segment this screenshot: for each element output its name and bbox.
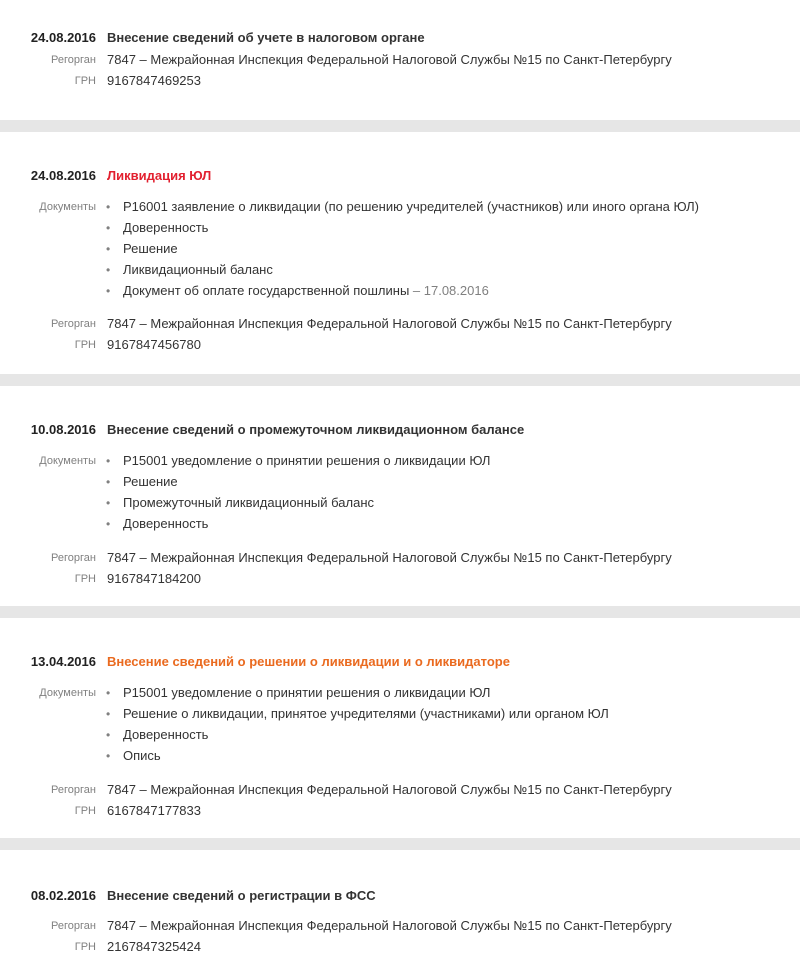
document-item: [0, 260, 800, 280]
regorgan-row: [0, 780, 800, 800]
bullet-icon: •: [106, 686, 111, 700]
grn-row: [0, 335, 800, 355]
document-item: [0, 725, 800, 745]
documents-label-text: Документы: [39, 687, 96, 699]
event-date: 24.08.2016: [30, 30, 96, 45]
document-name[interactable]: Р16001 заявление о ликвидации (по решению учредителей (участников) или иного органа ЮЛ): [123, 199, 699, 214]
document-item: [0, 704, 800, 724]
event-title[interactable]: Внесение сведений о промежуточном ликвидационном балансе: [107, 422, 525, 437]
event-header: [0, 886, 800, 906]
grn-value: 6167847177833: [107, 803, 201, 818]
event-header: [0, 420, 800, 440]
regorgan-value: 7847 – Межрайонная Инспекция Федеральной Налоговой Службы №15 по Санкт-Петербургу: [107, 782, 672, 797]
document-item: [0, 218, 800, 238]
documents-label-text: Документы: [39, 201, 96, 213]
bullet-icon: •: [106, 707, 111, 721]
documents-label-text: Документы: [39, 455, 96, 467]
document-item: [0, 683, 800, 703]
event-card: [0, 850, 800, 972]
regorgan-row: [0, 916, 800, 936]
document-name[interactable]: Промежуточный ликвидационный баланс: [123, 495, 374, 510]
grn-label: ГРН: [74, 941, 96, 953]
event-date: 13.04.2016: [30, 654, 96, 669]
grn-value: 9167847469253: [107, 73, 201, 88]
document-item: [0, 197, 800, 217]
document-item: [0, 472, 800, 492]
event-date: 10.08.2016: [30, 422, 96, 437]
grn-row: [0, 801, 800, 821]
event-date: 24.08.2016: [30, 168, 96, 183]
document-item: [0, 239, 800, 259]
grn-value: 9167847456780: [107, 337, 201, 352]
bullet-icon: •: [106, 517, 111, 531]
bullet-icon: •: [106, 284, 111, 298]
document-name[interactable]: Решение: [123, 241, 178, 256]
grn-value: 2167847325424: [107, 939, 201, 954]
document-name[interactable]: Доверенность: [123, 727, 209, 742]
regorgan-label: Регорган: [51, 318, 96, 330]
regorgan-value: 7847 – Межрайонная Инспекция Федеральной Налоговой Службы №15 по Санкт-Петербургу: [107, 316, 672, 331]
grn-label: ГРН: [74, 805, 96, 817]
grn-label: ГРН: [74, 573, 96, 585]
regorgan-row: [0, 50, 800, 70]
document-name[interactable]: Документ об оплате государственной пошлины – 17.08.2016: [123, 283, 489, 298]
regorgan-value: 7847 – Межрайонная Инспекция Федеральной Налоговой Службы №15 по Санкт-Петербургу: [107, 550, 672, 565]
bullet-icon: •: [106, 242, 111, 256]
bullet-icon: •: [106, 475, 111, 489]
event-card: [0, 132, 800, 374]
bullet-icon: •: [106, 200, 111, 214]
regorgan-row: [0, 314, 800, 334]
event-title[interactable]: Внесение сведений об учете в налоговом органе: [107, 30, 425, 45]
document-name[interactable]: Р15001 уведомление о принятии решения о ликвидации ЮЛ: [123, 685, 491, 700]
regorgan-value: 7847 – Межрайонная Инспекция Федеральной Налоговой Службы №15 по Санкт-Петербургу: [107, 52, 672, 67]
document-item: [0, 281, 800, 301]
bullet-icon: •: [106, 749, 111, 763]
regorgan-label: Регорган: [51, 784, 96, 796]
bullet-icon: •: [106, 221, 111, 235]
grn-row: [0, 71, 800, 91]
bullet-icon: •: [106, 728, 111, 742]
grn-value: 9167847184200: [107, 571, 201, 586]
document-item: [0, 493, 800, 513]
document-name[interactable]: Опись: [123, 748, 161, 763]
document-name[interactable]: Р15001 уведомление о принятии решения о ликвидации ЮЛ: [123, 453, 491, 468]
bullet-icon: •: [106, 454, 111, 468]
event-title[interactable]: Внесение сведений о решении о ликвидации и о ликвидаторе: [107, 654, 510, 669]
event-card: [0, 386, 800, 606]
document-item: [0, 514, 800, 534]
event-header: [0, 652, 800, 672]
grn-row: [0, 569, 800, 589]
grn-row: [0, 937, 800, 957]
document-item: [0, 451, 800, 471]
event-header: [0, 28, 800, 48]
regorgan-row: [0, 548, 800, 568]
event-card: [0, 0, 800, 120]
regorgan-label: Регорган: [51, 552, 96, 564]
document-name[interactable]: Решение: [123, 474, 178, 489]
grn-label: ГРН: [74, 75, 96, 87]
bullet-icon: •: [106, 496, 111, 510]
event-title[interactable]: Внесение сведений о регистрации в ФСС: [107, 888, 376, 903]
document-name[interactable]: Доверенность: [123, 220, 209, 235]
bullet-icon: •: [106, 263, 111, 277]
regorgan-label: Регорган: [51, 54, 96, 66]
document-name[interactable]: Решение о ликвидации, принятое учредителями (участниками) или органом ЮЛ: [123, 706, 609, 721]
event-header: [0, 166, 800, 186]
document-item: [0, 746, 800, 766]
grn-label: ГРН: [74, 339, 96, 351]
event-card: [0, 618, 800, 838]
document-date: – 17.08.2016: [409, 283, 489, 298]
document-name[interactable]: Ликвидационный баланс: [123, 262, 273, 277]
regorgan-value: 7847 – Межрайонная Инспекция Федеральной Налоговой Службы №15 по Санкт-Петербургу: [107, 918, 672, 933]
event-date: 08.02.2016: [30, 888, 96, 903]
regorgan-label: Регорган: [51, 920, 96, 932]
event-title[interactable]: Ликвидация ЮЛ: [107, 168, 212, 183]
document-name[interactable]: Доверенность: [123, 516, 209, 531]
